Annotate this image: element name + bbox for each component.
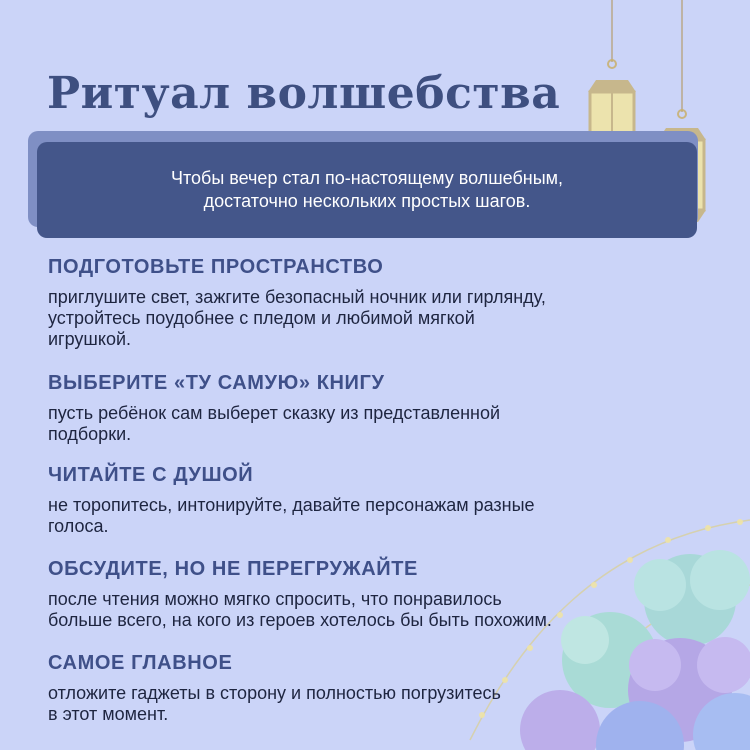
step-text: отложите гаджеты в сторону и полностью погрузитесь в этот момент.: [48, 683, 501, 724]
step-heading: САМОЕ ГЛАВНОЕ: [48, 652, 233, 674]
step-text: приглушите свет, зажгите безопасный ночник или гирлянду, устройтесь поудобнее с пледом и любимой мягкой игрушкой.: [48, 287, 546, 349]
step-section: [48, 256, 688, 350]
step-text: после чтения можно мягко спросить, что понравилось больше всего, на кого из героев хотелось бы быть похожим.: [48, 589, 552, 630]
step-section: [48, 464, 688, 537]
step-text: пусть ребёнок сам выберет сказку из представленной подборки.: [48, 403, 501, 444]
intro-text: Чтобы вечер стал по-настоящему волшебным, достаточно нескольких простых шагов.: [170, 168, 564, 211]
step-text: не торопитесь, интонируйте, давайте персонажам разные голоса.: [48, 495, 535, 536]
step-heading: ОБСУДИТЕ, НО НЕ ПЕРЕГРУЖАЙТЕ: [48, 558, 418, 580]
step-section: [48, 558, 688, 631]
step-section: [48, 652, 688, 725]
page-title: Ритуал волшебства: [47, 68, 561, 119]
step-section: [48, 372, 688, 445]
step-heading: ЧИТАЙТЕ С ДУШОЙ: [48, 464, 254, 486]
step-heading: ВЫБЕРИТЕ «ТУ САМУЮ» КНИГУ: [48, 372, 385, 394]
intro-banner: [37, 142, 697, 238]
step-heading: ПОДГОТОВЬТЕ ПРОСТРАНСТВО: [48, 256, 384, 278]
